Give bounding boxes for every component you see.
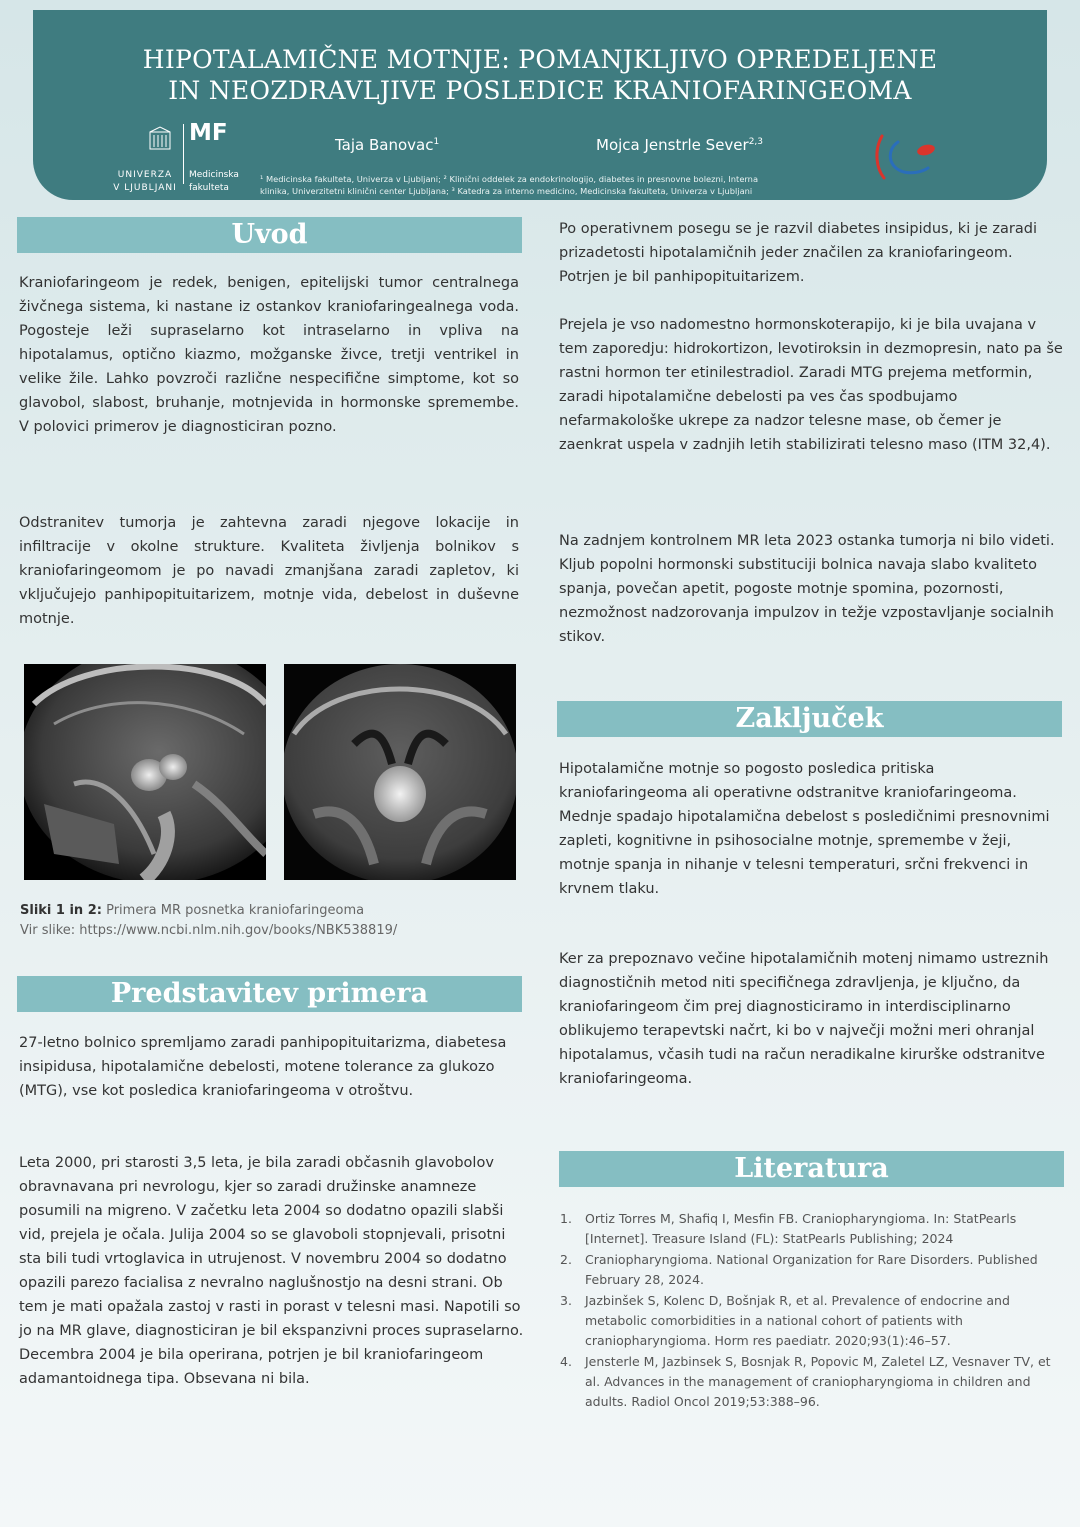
caption-label: Sliki 1 in 2: (20, 903, 102, 918)
reference-number: 3. (560, 1293, 572, 1308)
title-line-2: IN NEOZDRAVLJIVE POSLEDICE KRANIOFARINGEOMA (168, 76, 912, 105)
primer-paragraph-1: 27-letno bolnico spremljamo zaradi panhipopituitarizma, diabetesa insipidusa, hipotalamične debelosti, motene tolerance za glukozo (MTG), vse kot posledica kraniofaringeoma v otroštvu. (19, 1035, 507, 1099)
university-name (107, 169, 183, 195)
reference-text: Jensterle M, Jazbinsek S, Bosnjak R, Popovic M, Zaletel LZ, Vesnaver TV, et al. Advances in the management of craniopharyngioma in children and adults. Radiol Oncol 2019;53:388–96. (585, 1354, 1051, 1409)
reference-list (560, 1209, 1060, 1413)
author-2-name: Mojca Jenstrle Sever (596, 136, 749, 154)
mf-logo-text: MF (189, 120, 228, 146)
image-source: Vir slike: https://www.ncbi.nlm.nih.gov/books/NBK538819/ (20, 923, 398, 938)
author-2-affiliation: 2,3 (748, 137, 764, 147)
reference-number: 2. (560, 1252, 572, 1267)
uvod-paragraph-2: Odstranitev tumorja je zahtevna zaradi njegove lokacije in infiltracije v okolne strukture. Kvaliteta življenja bolnikov s kraniofaringeomom je po navadi zmanjšana zaradi zapletov, ki vključujejo panhipopituitarizem, motnje vida, debelost in duševne motnje. (19, 515, 519, 627)
title-line-1: HIPOTALAMIČNE MOTNJE: POMANJKLJIVO OPREDELJENE (142, 45, 938, 74)
author-1-name: Taja Banovac (335, 136, 434, 154)
mri-sagittal-image (24, 664, 266, 880)
affiliations-line-2: klinika, Univerzitetni klinični center Ljubljana; ³ Katedra za interno medicino, Medicinska fakulteta, Univerza v Ljubljani (260, 186, 753, 196)
reference-number: 1. (560, 1211, 572, 1226)
reference-text: Ortiz Torres M, Shafiq I, Mesfin FB. Craniopharyngioma. In: StatPearls [Internet]. Treasure Island (FL): StatPearls Publishing; 2024 (585, 1211, 1017, 1246)
figure-caption (20, 901, 397, 941)
section-heading-primer: Predstavitev primera (17, 976, 522, 1012)
mri-coronal-image (284, 664, 516, 880)
university-logo (113, 120, 253, 196)
section-heading-uvod: Uvod (17, 217, 522, 253)
reference-item (560, 1209, 1060, 1249)
reference-item (560, 1352, 1060, 1412)
reference-item (560, 1291, 1060, 1351)
reference-text: Craniopharyngioma. National Organization for Rare Disorders. Published February 28, 2024. (585, 1252, 1038, 1287)
reference-number: 4. (560, 1354, 572, 1369)
affiliations (260, 173, 860, 197)
author-1-affiliation: 1 (433, 137, 440, 147)
section-heading-literatura: Literatura (559, 1151, 1064, 1187)
university-emblem-icon (149, 126, 171, 150)
author-2 (596, 136, 763, 154)
author-1 (335, 136, 439, 154)
university-name-line-1: UNIVERZA (117, 170, 173, 180)
reference-item (560, 1250, 1060, 1290)
right-paragraph-2: Prejela je vso nadomestno hormonskoterapijo, ki je bila uvajana v tem zaporedju: hidrokortizon, levotiroksin in dezmopresin, nato pa še rastni hormon ter etinilestradiol. Zaradi MTG prejema metformin, zaradi hipotalamične debelosti pa ves čas spodbujamo nefarmakološke ukrepe za nadzor telesne mase, ob čemer je zaenkrat uspela v zadnjih letih stabilizirati telesno maso (ITM 32,4). (559, 317, 1063, 453)
logo-divider (183, 124, 184, 184)
primer-paragraph-2: Leta 2000, pri starosti 3,5 leta, je bila zaradi občasnih glavobolov obravnavana pri nevrologu, kjer so zaradi družinske anamneze posumili na migreno. V začetku leta 2004 so dodatno opazili slabši vid, prejela je očala. Julija 2004 so se glavoboli stopnjevali, prisotni sta bili tudi vrtoglavica in utrujenost. V novembru 2004 so dodatno opazili parezo facialisa z nevralno naglušnostjo na desni strani. Ob tem je mati opažala zastoj v rasti in porast v telesni masi. Napotili so jo na MR glave, diagnosticiran je bil ekspanzivni proces supraselarno. Decembra 2004 je bila operirana, potrjen je bil kraniofaringeom adamantoidnega tipa. Obsevana ni bila. (19, 1155, 524, 1387)
university-name-line-2: V LJUBLJANI (113, 183, 177, 193)
uvod-paragraph-1: Kraniofaringeom je redek, benigen, epitelijski tumor centralnega živčnega sistema, ki nastane iz ostankov kraniofaringealnega voda. Pogosteje leži supraselarno kot intraselarno in vpliva na hipotalamus, optično kiazmo, možganske živce, tretji ventrikel in velike žile. Lahko povzroči različne nespecifične simptome, kot so glavobol, slabost, bruhanje, motnjevida in hormonske spremembe. V polovici primerov je diagnosticiran pozno. (19, 275, 519, 435)
faculty-name (189, 169, 239, 195)
section-heading-zakljucek: Zaključek (557, 701, 1062, 737)
right-paragraph-3: Na zadnjem kontrolnem MR leta 2023 ostanka tumorja ni bilo videti. Kljub popolni hormonski substituciji bolnica navaja slabo kvaliteto spanja, povečan apetit, pogoste motnje spomina, pozornosti, nezmožnost nadzorovanja impulzov in težje vzpostavljanje socialnih stikov. (559, 533, 1055, 645)
reference-text: Jazbinšek S, Kolenc D, Bošnjak R, et al. Prevalence of endocrine and metabolic comorbidities in a national cohort of patients with craniopharyngioma. Horm res paediatr. 2020;93(1):46–57. (585, 1293, 1010, 1348)
right-paragraph-1: Po operativnem posegu se je razvil diabetes insipidus, ki je zaradi prizadetosti hipotalamičnih jeder značilen za kraniofaringeom. Potrjen je bil panhipopituitarizem. (559, 221, 1037, 285)
poster-title (33, 44, 1047, 106)
zakljucek-paragraph-2: Ker za prepoznavo večine hipotalamičnih motenj nimamo ustreznih diagnostičnih metod niti specifičnega zdravljenja, je ključno, da kraniofaringeom čim prej diagnosticiramo in interdisciplinarno oblikujemo terapevtski načrt, ki bo v največji možni meri ohranjal hipotalamus, včasih tudi na račun neradikalne kirurške odstranitve kraniofaringeoma. (559, 951, 1049, 1087)
caption-text: Primera MR posnetka kraniofaringeoma (101, 903, 365, 918)
affiliations-line-1: ¹ Medicinska fakulteta, Univerza v Ljubljani; ² Klinični oddelek za endokrinologijo, diabetes in presnovne bolezni, Interna (260, 174, 759, 184)
zakljucek-paragraph-1: Hipotalamične motnje so pogosto posledica pritiska kraniofaringeoma ali operativne odstranitve kraniofaringeoma. Mednje spadajo hipotalamična debelost s posledičnimi presnovnimi zapleti, kognitivne in psihosocialne motnje, spremembe v žeji, motnje spanja in nihanje v telesni temperaturi, srčni frekvenci in krvnem tlaku. (559, 761, 1050, 897)
kc-logo-icon (868, 128, 938, 188)
poster-header (33, 10, 1047, 200)
faculty-name-line-1: Medicinska (189, 170, 239, 180)
faculty-name-line-2: fakulteta (189, 183, 229, 193)
